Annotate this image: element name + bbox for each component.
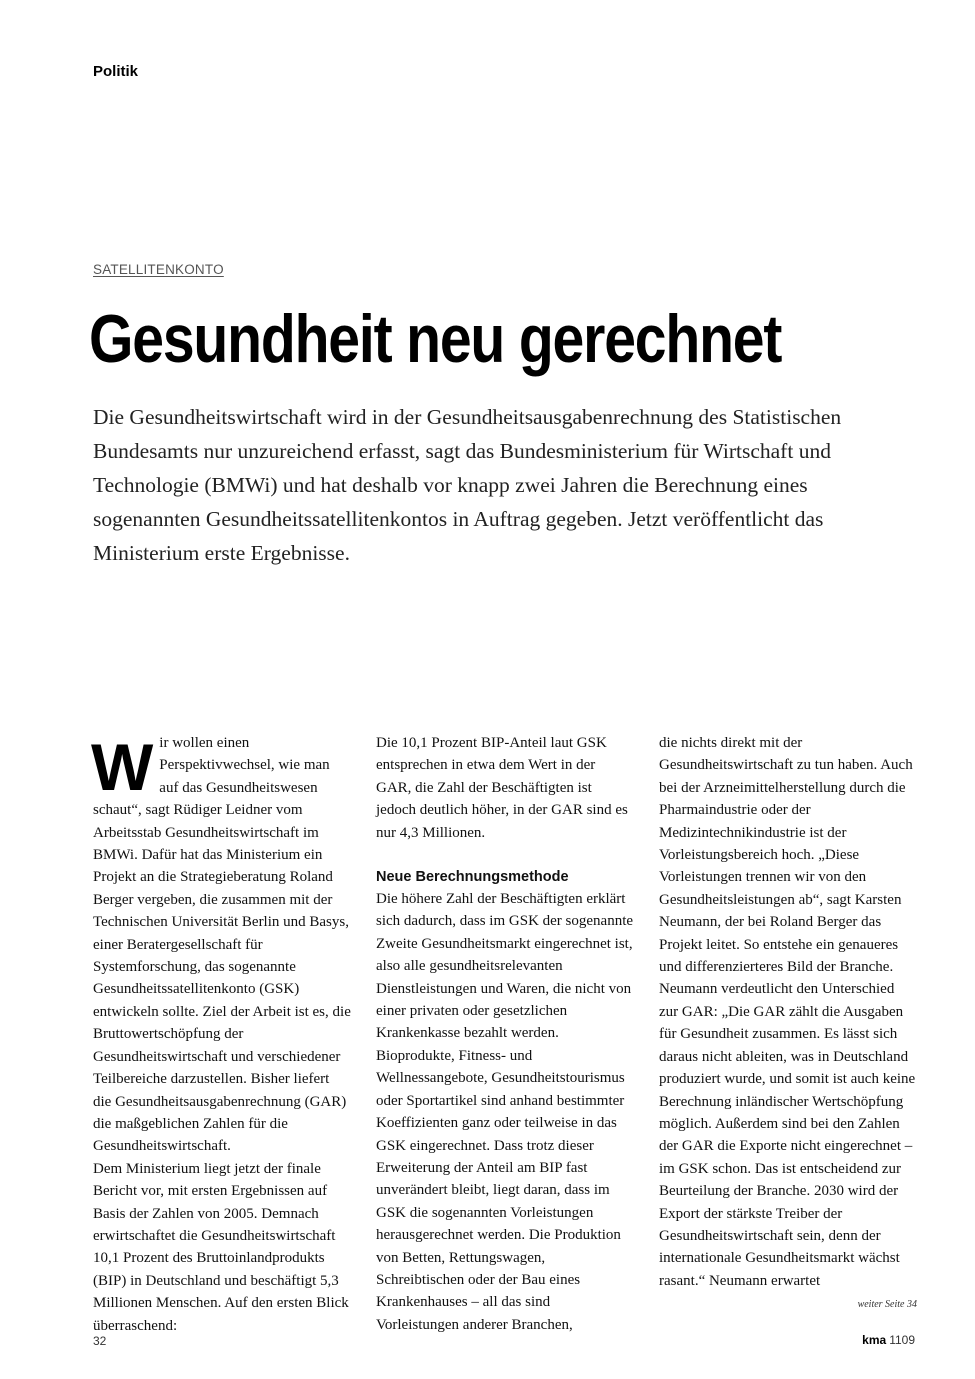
page-number: 32 <box>93 1334 107 1348</box>
section-label: Politik <box>93 63 139 80</box>
paragraph: Die höhere Zahl der Beschäftigten erklärt sich dadurch, dass im GSK der sogenannte Zweite Gesundheitsmarkt eingerechnet ist, also alle gesundheitsrelevanten Dienstleistungen und Waren, die nicht von einer privaten oder gesetzlichen Krankenkasse bezahlt werden. Bioprodukte, Fitness- und Wellnessangebote, Gesundheitstourismus oder Sportartikel sind anhand bestimmter Koeffizienten ganz oder teilweise in das GSK eingerechnet. Dass trotz dieser Erweiterung der Anteil am BIP fast unverändert bleibt, liegt daran, dass im GSK die sogenannten Vorleistungen herausgerechnet werden. Die Produktion von Betten, Rettungswagen, Schreibtischen oder der Bau eines Krankenhauses – all das sind Vorleistungen anderer Branchen, <box>376 891 634 1333</box>
paragraph: Dem Ministerium liegt jetzt der finale Bericht vor, mit ersten Ergebnissen auf Basis der Zahlen von 2005. Demnach erwirtschaftet die Gesundheitswirtschaft 10,1 Prozent des Bruttoinlandprodukts (BIP) in Deutschland und beschäftigt 5,3 Millionen Menschen. Auf den ersten Blick überraschend: <box>93 1160 349 1334</box>
brand-logo: kma <box>862 1333 887 1347</box>
paragraph: Die 10,1 Prozent BIP-Anteil laut GSK entsprechen in etwa dem Wert in der GAR, die Zahl der Beschäftigten ist jedoch deutlich höher, in der GAR sind es nur 4,3 Millionen. <box>376 735 628 841</box>
footer-issue <box>862 1333 915 1347</box>
text-column-2 <box>376 732 634 1333</box>
article-lead: Die Gesundheitswirtschaft wird in der Gesundheitsausgabenrechnung des Statistischen Bundesamts nur unzureichend erfasst, sagt das Bundesministerium für Wirtschaft und Technologie (BMWi) und hat deshalb vor knapp zwei Jahren die Berechnung eines sogenannten Gesundheitssatellitenkontos in Auftrag gegeben. Jetzt veröffentlicht das Ministerium erste Ergebnisse. <box>93 405 842 565</box>
continued-note: weiter Seite 34 <box>857 1299 917 1311</box>
paragraph: die nichts direkt mit der Gesundheitswirtschaft zu tun haben. Auch bei der Arzneimittelherstellung durch die Pharmaindustrie oder der Medizintechnikindustrie ist der Vorleistungsbereich hoch. „Diese Vorleistungen trennen wir von den Gesundheitsleistungen ab“, sagt Karsten Neumann, der bei Roland Berger das Projekt leitet. So entstehe ein genaueres und differenzierteres Bild der Branche. Neumann verdeutlicht den Unterschied zur GAR: „Die GAR zählt die Ausgaben für Gesundheit zusammen. Es lässt sich daraus nicht ableiten, was in Deutschland produziert wurde, und somit ist auch keine Berechnung inländischer Wertschöpfung möglich. Außerdem sind bei den Zahlen der GAR die Exporte nicht eingerechnet – im GSK schon. Das ist entscheidend zur Beurteilung der Branche. 2030 wird der Export der stärkste Treiber der Gesundheitswirtschaft sein, denn der internationale Gesundheitsmarkt wächst rasant.“ Neumann erwartet <box>659 735 916 1289</box>
paragraph-text: ir wollen einen Perspektivwechsel, wie man auf das Gesundheitswesen schaut“, sagt Rüdiger Leidner vom Arbeitsstab Gesundheitswirtschaft im BMWi. Dafür hat das Ministerium ein Projekt an die Strategieberatung Roland Berger vergeben, die zusammen mit der Technischen Universität Berlin und Basys, einer Beratergesellschaft für Systemforschung, das sogenannte Gesundheitssatellitenkonto (GSK) entwickeln sollte. Ziel der Arbeit ist es, die Bruttowertschöpfung der Gesundheitswirtschaft und verschiedener Teilbereiche darzustellen. Bisher liefert die Gesundheitsausgabenrechnung (GAR) die maßgeblichen Zahlen für die Gesundheitswirtschaft. <box>93 735 351 1155</box>
drop-cap: W <box>91 730 154 804</box>
text-column-1 <box>91 730 351 1334</box>
section-subhead: Neue Berechnungsmethode <box>376 869 569 886</box>
paragraph <box>93 732 351 1158</box>
text-column-3 <box>659 732 917 1312</box>
article-kicker: SATELLITENKONTO <box>93 262 224 277</box>
issue-number: 1109 <box>889 1333 915 1347</box>
article-title: Gesundheit neu gerechnet <box>89 301 782 377</box>
